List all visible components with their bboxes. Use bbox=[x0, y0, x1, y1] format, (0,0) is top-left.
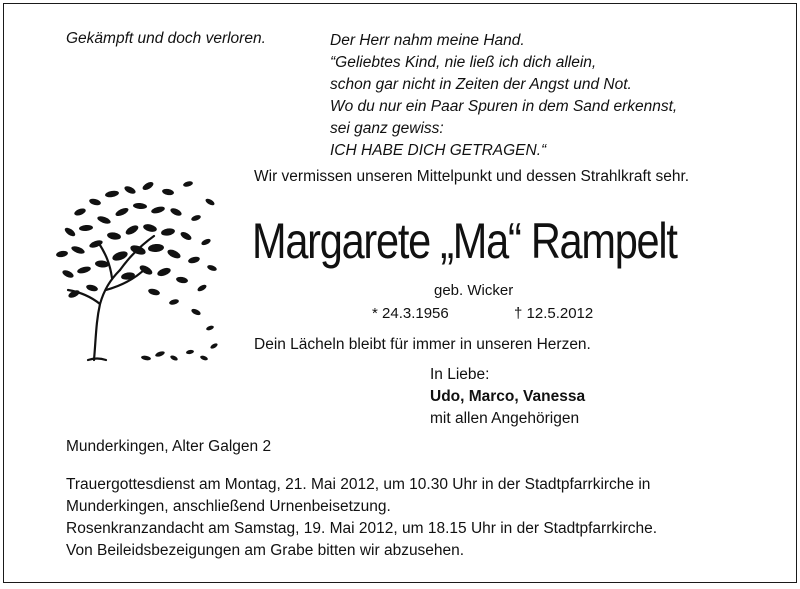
birth-date: * 24.3.1956 bbox=[372, 305, 449, 322]
address: Munderkingen, Alter Galgen 2 bbox=[66, 438, 272, 455]
intro-text: Wir vermissen unseren Mittelpunkt und dessen Strahlkraft sehr. bbox=[254, 168, 690, 185]
service-line: Trauergottesdienst am Montag, 21. Mai 2012, um 10.30 Uhr in der Stadtpfarrkirche in bbox=[66, 476, 651, 493]
poem-line: Wo du nur ein Paar Spuren in dem Sand erkennst, bbox=[330, 98, 678, 115]
family-names: Udo, Marco, Vanessa bbox=[430, 388, 586, 405]
poem-line: ICH HABE DICH GETRAGEN.“ bbox=[330, 142, 547, 159]
birth-name: geb. Wicker bbox=[434, 282, 514, 299]
service-line: Von Beileidsbezeigungen am Grabe bitten wir abzusehen. bbox=[66, 542, 465, 559]
relatives-text: mit allen Angehörigen bbox=[430, 410, 580, 427]
poem-line: Der Herr nahm meine Hand. bbox=[330, 32, 525, 49]
poem bbox=[330, 30, 677, 162]
deceased-name: Margarete „Ma“ Rampelt bbox=[252, 213, 677, 269]
in-love-label: In Liebe: bbox=[430, 366, 490, 383]
service-info bbox=[66, 474, 756, 562]
service-line: Rosenkranzandacht am Samstag, 19. Mai 2012, um 18.15 Uhr in der Stadtpfarrkirche. bbox=[66, 520, 658, 537]
service-line: Munderkingen, anschließend Urnenbeisetzung. bbox=[66, 498, 391, 515]
verse-left: Gekämpft und doch verloren. bbox=[66, 30, 266, 47]
smile-text: Dein Lächeln bleibt für immer in unseren Herzen. bbox=[254, 336, 591, 353]
poem-line: “Geliebtes Kind, nie ließ ich dich allein, bbox=[330, 54, 597, 71]
poem-line: sei ganz gewiss: bbox=[330, 120, 444, 137]
death-date: † 12.5.2012 bbox=[514, 305, 594, 322]
windblown-tree-icon bbox=[50, 172, 220, 367]
obituary-notice bbox=[3, 3, 797, 583]
poem-line: schon gar nicht in Zeiten der Angst und Not. bbox=[330, 76, 632, 93]
